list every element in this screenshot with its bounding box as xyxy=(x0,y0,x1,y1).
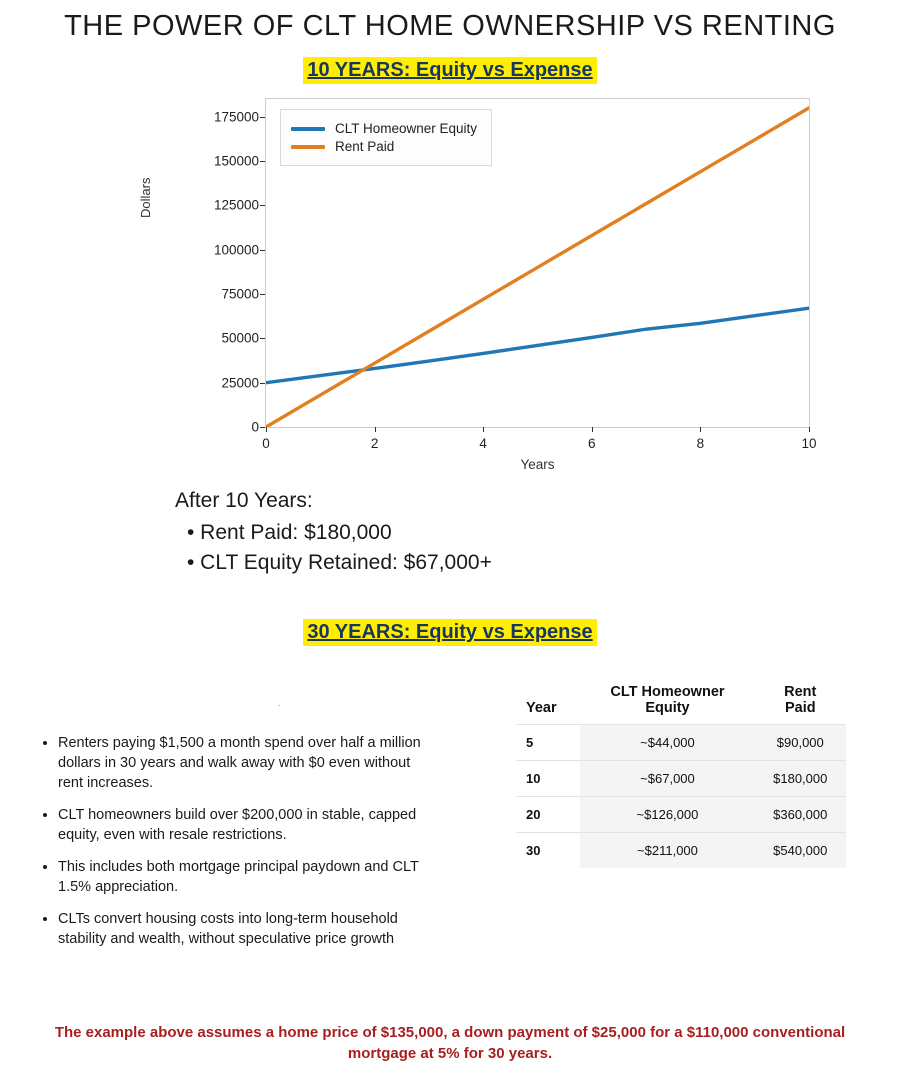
x-axis-tick-mark xyxy=(266,427,267,432)
x-axis-tick-label: 10 xyxy=(801,436,817,451)
list-item: • Renters paying $1,500 a month spend over half a million dollars in 30 years and walk away with $0 even without rent increases. xyxy=(58,734,434,793)
list-item: • CLT homeowners build over $200,000 in stable, capped equity, even with resale restrictions. xyxy=(58,806,434,845)
chart-area xyxy=(138,98,817,472)
ten-year-summary xyxy=(175,486,735,577)
stray-mark: ˙ xyxy=(278,704,282,716)
y-axis-tick-label: 25000 xyxy=(221,375,259,391)
chart-line-equity xyxy=(266,308,809,382)
legend-swatch-rent xyxy=(291,145,325,149)
page-title: THE POWER OF CLT HOME OWNERSHIP VS RENTING xyxy=(64,10,836,42)
equity-table-wrap xyxy=(516,680,846,868)
table-row xyxy=(516,797,846,833)
legend-item-rent xyxy=(291,139,477,154)
y-axis-tick-mark xyxy=(260,383,265,384)
equity-vs-rent-chart xyxy=(80,90,820,480)
x-axis-tick-mark xyxy=(483,427,484,432)
lower-section xyxy=(0,672,900,962)
section-10-heading-wrap xyxy=(0,57,900,84)
cell-year: 20 xyxy=(516,797,580,833)
table-header-row xyxy=(516,680,846,725)
summary-heading: After 10 Years: xyxy=(175,489,313,512)
y-axis-tick-mark xyxy=(260,250,265,251)
table-header-rent xyxy=(755,680,846,725)
table-row xyxy=(516,761,846,797)
cell-equity: ~$44,000 xyxy=(580,725,754,761)
y-axis-tick-mark xyxy=(260,427,265,428)
x-axis-tick-label: 0 xyxy=(262,436,270,451)
y-axis-tick-label: 75000 xyxy=(221,286,259,302)
y-axis-tick-mark xyxy=(260,205,265,206)
x-axis-tick-mark xyxy=(375,427,376,432)
cell-rent: $540,000 xyxy=(755,833,846,869)
x-axis-tick-label: 8 xyxy=(696,436,705,451)
cell-equity: ~$211,000 xyxy=(580,833,754,869)
legend-label-rent: Rent Paid xyxy=(335,139,395,154)
x-axis-tick-label: 2 xyxy=(370,436,379,451)
x-axis-tick-mark xyxy=(592,427,593,432)
legend-item-equity xyxy=(291,121,477,136)
y-axis-tick-label: 50000 xyxy=(221,330,259,346)
table-header-rent-line1: Rent xyxy=(784,684,817,701)
x-axis-tick-mark xyxy=(700,427,701,432)
y-axis-tick-label: 175000 xyxy=(213,109,259,125)
legend-swatch-equity xyxy=(291,127,325,131)
chart-x-axis-label: Years xyxy=(520,457,555,472)
y-axis-tick-mark xyxy=(260,294,265,295)
table-header-equity-line2: Equity xyxy=(645,700,690,717)
x-axis-tick-label: 4 xyxy=(479,436,487,451)
key-points-list xyxy=(34,734,434,962)
cell-rent: $180,000 xyxy=(755,761,846,797)
summary-bullet-equity: • CLT Equity Retained: $67,000+ xyxy=(187,550,492,574)
table-header-equity xyxy=(580,680,754,725)
cell-year: 10 xyxy=(516,761,580,797)
table-row xyxy=(516,833,846,869)
x-axis-tick-mark xyxy=(809,427,810,432)
y-axis-tick-mark xyxy=(260,117,265,118)
y-axis-tick-label: 0 xyxy=(251,419,259,435)
chart-y-axis-label: Dollars xyxy=(138,177,153,218)
x-axis-tick-label: 6 xyxy=(588,436,596,451)
section-10-heading: 10 YEARS: Equity vs Expense xyxy=(303,57,596,84)
footnote: The example above assumes a home price of $135,000, a down payment of $25,000 for a $110,000 conventional mortgage at 5% for 30 years. xyxy=(54,1023,846,1063)
summary-bullet-rent: • Rent Paid: $180,000 xyxy=(187,520,392,544)
equity-comparison-table xyxy=(516,680,846,868)
cell-rent: $90,000 xyxy=(755,725,846,761)
cell-equity: ~$67,000 xyxy=(580,761,754,797)
cell-equity: ~$126,000 xyxy=(580,797,754,833)
chart-plot-frame xyxy=(213,98,817,472)
list-item: • CLTs convert housing costs into long-term household stability and wealth, without speculative price growth xyxy=(58,910,434,949)
cell-rent: $360,000 xyxy=(755,797,846,833)
y-axis-tick-mark xyxy=(260,161,265,162)
section-30-heading-wrap xyxy=(0,619,900,646)
y-axis-tick-label: 150000 xyxy=(213,153,259,169)
table-header-equity-line1: CLT Homeowner xyxy=(610,684,725,701)
list-item: • This includes both mortgage principal paydown and CLT 1.5% appreciation. xyxy=(58,858,434,897)
cell-year: 5 xyxy=(516,725,580,761)
table-row xyxy=(516,725,846,761)
table-header-year: Year xyxy=(526,700,557,717)
legend-label-equity: CLT Homeowner Equity xyxy=(335,121,478,136)
y-axis-tick-label: 125000 xyxy=(213,197,259,213)
cell-year: 30 xyxy=(516,833,580,869)
y-axis-tick-mark xyxy=(260,338,265,339)
chart-legend xyxy=(280,109,492,166)
y-axis-tick-label: 100000 xyxy=(213,242,259,258)
table-header-rent-line2: Paid xyxy=(784,700,816,717)
section-30-heading: 30 YEARS: Equity vs Expense xyxy=(303,619,596,646)
